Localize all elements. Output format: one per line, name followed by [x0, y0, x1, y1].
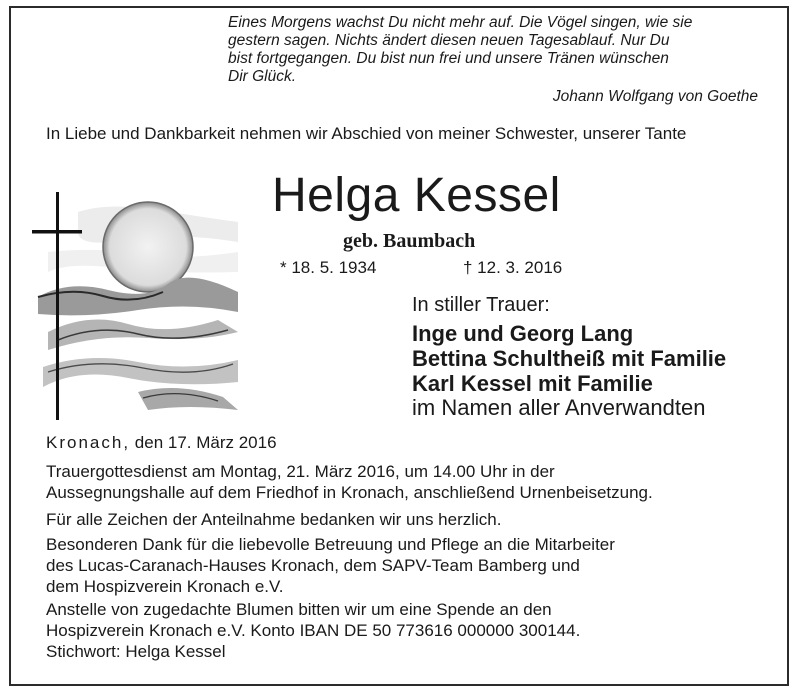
- paragraph-line: Stichwort: Helga Kessel: [46, 642, 226, 661]
- service-paragraph: [46, 461, 766, 503]
- sun-shape: [103, 202, 193, 292]
- birth-date: * 18. 5. 1934: [280, 258, 377, 277]
- paragraph-line: Aussegnungshalle auf dem Friedhof in Kronach, anschließend Urnenbeisetzung.: [46, 483, 653, 502]
- mourner-name: Bettina Schultheiß mit Familie: [412, 346, 727, 371]
- paragraph-line: dem Hospizverein Kronach e.V.: [46, 577, 284, 596]
- place-date: [46, 433, 277, 453]
- quote-line: Eines Morgens wachst Du nicht mehr auf. Die Vögel singen, wie sie: [228, 14, 693, 31]
- paragraph-line: Für alle Zeichen der Anteilnahme bedanken wir uns herzlich.: [46, 510, 502, 529]
- mourner-name: Karl Kessel mit Familie: [412, 371, 653, 396]
- paragraph-line: Besonderen Dank für die liebevolle Betreuung und Pflege an die Mitarbeiter: [46, 535, 615, 554]
- paragraph-line: Anstelle von zugedachte Blumen bitten wir um eine Spende an den: [46, 600, 552, 619]
- special-thanks-paragraph: [46, 534, 766, 597]
- mourner-name: Inge und Georg Lang: [412, 321, 634, 346]
- landscape-hills: [38, 278, 238, 410]
- deceased-name: Helga Kessel: [272, 169, 561, 222]
- birth-name: geb. Baumbach: [343, 230, 476, 252]
- place: Kronach,: [46, 433, 131, 452]
- death-date: † 12. 3. 2016: [463, 258, 563, 277]
- paragraph-line: des Lucas-Caranach-Hauses Kronach, dem SAPV-Team Bamberg und: [46, 556, 580, 575]
- paragraph-line: Trauergottesdienst am Montag, 21. März 2016, um 14.00 Uhr in der: [46, 462, 555, 481]
- donation-paragraph: [46, 599, 766, 662]
- quote-line: gestern sagen. Nichts ändert diesen neuen Tagesablauf. Nur Du: [228, 32, 670, 49]
- quote-line: Dir Glück.: [228, 68, 297, 85]
- date: den 17. März 2016: [134, 433, 277, 452]
- paragraph-line: Hospizverein Kronach e.V. Konto IBAN DE 50 773616 000000 300144.: [46, 621, 581, 640]
- mourning-label: In stiller Trauer:: [412, 294, 550, 316]
- thanks-paragraph: [46, 509, 766, 530]
- quote-line: bist fortgegangen. Du bist nun frei und unsere Tränen wünschen: [228, 50, 669, 67]
- quote-author: Johann Wolfgang von Goethe: [552, 88, 758, 105]
- goethe-quote: [228, 14, 748, 86]
- relatives-line: im Namen aller Anverwandten: [412, 395, 706, 420]
- cross-and-sun-landscape-illustration: [18, 192, 246, 420]
- intro-text: In Liebe und Dankbarkeit nehmen wir Abschied von meiner Schwester, unserer Tante: [46, 124, 687, 143]
